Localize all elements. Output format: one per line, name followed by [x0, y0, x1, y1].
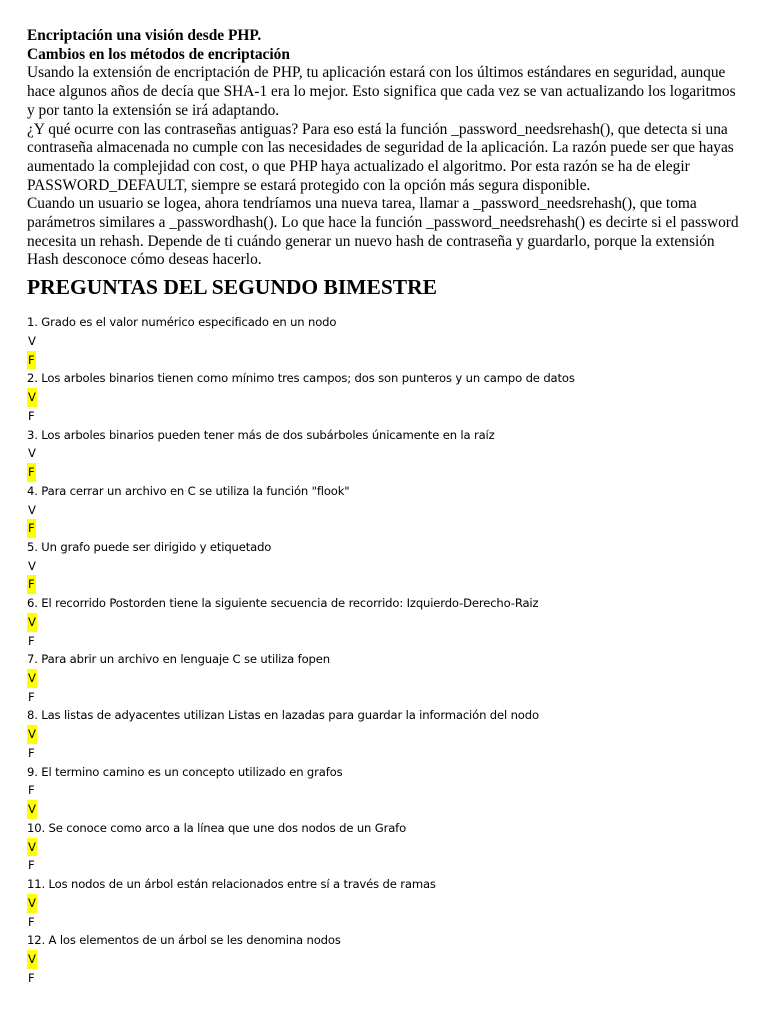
answer-option: [27, 407, 747, 426]
answer-option-label: V: [27, 838, 37, 857]
answer-option-selected: [27, 894, 747, 913]
question-text: 11. Los nodos de un árbol están relacionados entre sí a través de ramas: [27, 877, 436, 892]
answer-option: [27, 632, 747, 651]
answer-option-label: F: [27, 519, 36, 538]
answer-option-label: F: [28, 970, 35, 985]
question-text: 4. Para cerrar un archivo en C se utiliza la función "flook": [27, 483, 350, 498]
answer-option-label: V: [27, 800, 37, 819]
question-text: 2. Los arboles binarios tienen como mínimo tres campos; dos son punteros y un campo de datos: [27, 371, 575, 386]
answer-option-label: V: [28, 558, 36, 573]
paragraph: Cuando un usuario se logea, ahora tendríamos una nueva tarea, llamar a _password_needsrehash(), que toma parámetros similares a _passwordhash(). Lo que hace la función _password_needsrehash() es decirte si el password necesita un rehash. Depende de ti cuándo generar un nuevo hash de contraseña y guardarlo, porque la extensión Hash desconoce cómo deseas hacerlo.: [27, 195, 739, 269]
document-title: Encriptación una visión desde PHP.: [27, 27, 262, 44]
answer-option-label: V: [27, 669, 37, 688]
answer-option-label: F: [27, 463, 36, 482]
question-item: [27, 931, 747, 987]
answer-option-selected: [27, 463, 747, 482]
answer-option-selected: [27, 800, 747, 819]
answer-option-label: F: [27, 351, 36, 370]
questions-list: [27, 313, 747, 987]
answer-option-label: V: [28, 446, 36, 461]
answer-option-label: F: [28, 914, 35, 929]
question-item: [27, 426, 747, 482]
answer-option-selected: [27, 613, 747, 632]
answer-option-label: F: [27, 575, 36, 594]
document-subtitle: Cambios en los métodos de encriptación: [27, 45, 290, 63]
question-item: [27, 875, 747, 931]
answer-option-label: F: [28, 858, 35, 873]
answer-option-label: F: [28, 689, 35, 704]
answer-option-selected: [27, 669, 747, 688]
question-item: [27, 706, 747, 762]
answer-option: [27, 332, 747, 351]
answer-option: [27, 969, 747, 988]
question-text: 10. Se conoce como arco a la línea que une dos nodos de un Grafo: [27, 820, 407, 835]
answer-option-label: F: [28, 745, 35, 760]
question-item: [27, 650, 747, 706]
question-text: 7. Para abrir un archivo en lenguaje C se utiliza fopen: [27, 652, 330, 667]
answer-option-selected: [27, 950, 747, 969]
question-item: [27, 763, 747, 819]
answer-option-label: F: [28, 633, 35, 648]
question-item: [27, 538, 747, 594]
answer-option-label: V: [27, 613, 37, 632]
answer-option-label: V: [27, 725, 37, 744]
question-item: [27, 313, 747, 369]
answer-option-label: V: [28, 333, 36, 348]
question-item: [27, 594, 747, 650]
answer-option-selected: [27, 575, 747, 594]
question-text: 1. Grado es el valor numérico especificado en un nodo: [27, 315, 337, 330]
answer-option-selected: [27, 838, 747, 857]
answer-option: [27, 856, 747, 875]
section-title: PREGUNTAS DEL SEGUNDO BIMESTRE: [27, 275, 437, 300]
answer-option: [27, 913, 747, 932]
answer-option-selected: [27, 519, 747, 538]
question-text: 6. El recorrido Postorden tiene la siguiente secuencia de recorrido: Izquierdo-Derecho-Raiz: [27, 596, 539, 611]
document-page: [27, 27, 747, 987]
answer-option: [27, 557, 747, 576]
answer-option: [27, 744, 747, 763]
paragraph: Usando la extensión de encriptación de PHP, tu aplicación estará con los últimos estándares en seguridad, aunque hace algunos años de decía que SHA-1 era lo mejor. Esto significa que cada vez se van actualizando los logaritmos y por tanto la extensión se irá adaptando.: [27, 64, 736, 119]
answer-option-label: F: [28, 408, 35, 423]
question-text: 8. Las listas de adyacentes utilizan Listas en lazadas para guardar la información del nodo: [27, 708, 539, 723]
answer-option-label: V: [27, 894, 37, 913]
answer-option: [27, 781, 747, 800]
question-text: 3. Los arboles binarios pueden tener más de dos subárboles únicamente en la raíz: [27, 427, 495, 442]
answer-option-selected: [27, 725, 747, 744]
answer-option: [27, 688, 747, 707]
question-item: [27, 819, 747, 875]
answer-option-selected: [27, 388, 747, 407]
question-text: 9. El termino camino es un concepto utilizado en grafos: [27, 764, 343, 779]
answer-option-label: V: [27, 388, 37, 407]
answer-option: [27, 501, 747, 520]
question-text: 5. Un grafo puede ser dirigido y etiquetado: [27, 539, 272, 554]
answer-option-label: F: [28, 783, 35, 798]
answer-option-label: V: [27, 950, 37, 969]
question-item: [27, 482, 747, 538]
question-item: [27, 369, 747, 425]
answer-option-selected: [27, 351, 747, 370]
answer-option: [27, 444, 747, 463]
paragraph: ¿Y qué ocurre con las contraseñas antiguas? Para eso está la función _password_needsrehash(), que detecta si una contraseña almacenada no cumple con las necesidades de seguridad de la aplicación. La razón puede ser que hayas aumentado la complejidad con cost, o que PHP haya actualizado el algoritmo. Por esta razón se ha de elegir PASSWORD_DEFAULT, siempre se estará protegido con la opción más segura disponible.: [27, 120, 734, 194]
question-text: 12. A los elementos de un árbol se les denomina nodos: [27, 933, 341, 948]
answer-option-label: V: [28, 502, 36, 517]
